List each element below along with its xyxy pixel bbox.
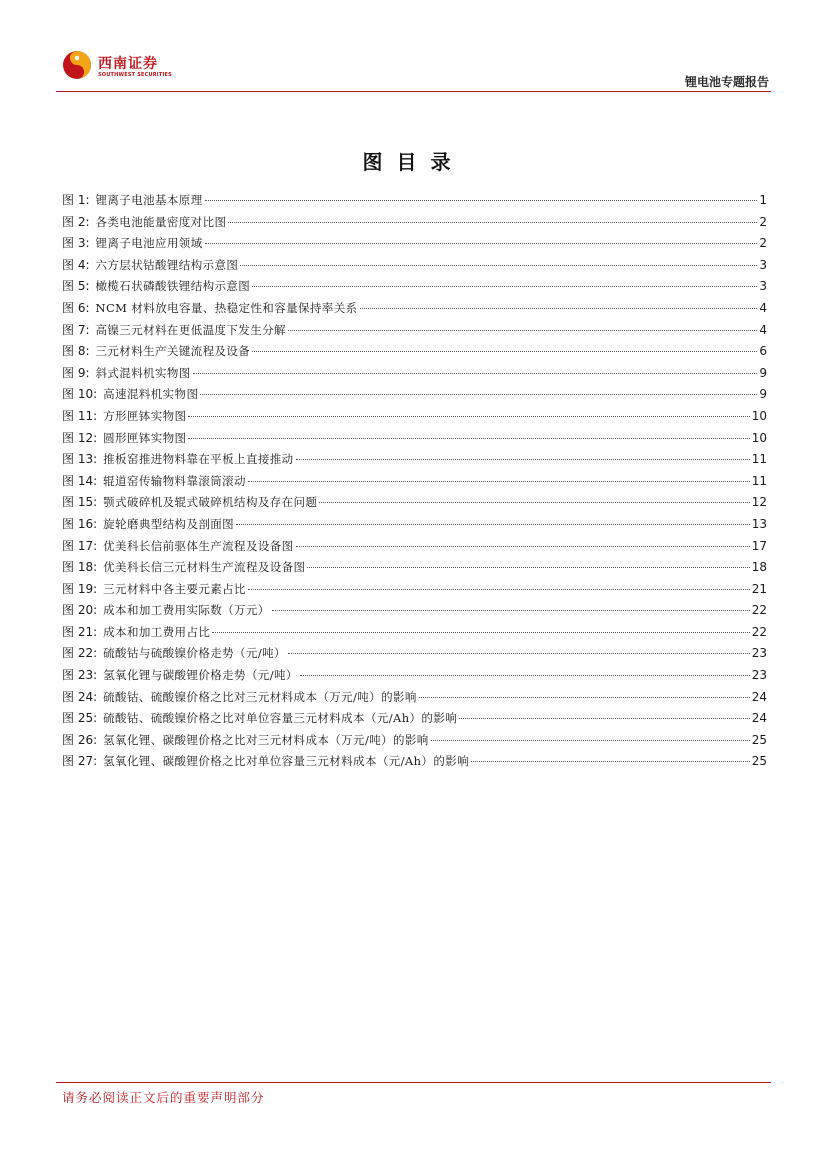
toc-entry[interactable] (62, 213, 767, 235)
toc-entry-label: 图 13: (62, 452, 98, 467)
toc-entry-page: 1 (759, 193, 767, 207)
toc-entry[interactable] (62, 666, 767, 688)
toc-dot-leader (459, 718, 750, 719)
toc-entry-label: 图 20: (62, 603, 98, 618)
toc-entry-title: 氢氧化锂、碳酸锂价格之比对单位容量三元材料成本（元/Ah）的影响 (103, 754, 470, 769)
toc-entry[interactable] (62, 644, 767, 666)
toc-entry-page: 9 (759, 387, 767, 402)
toc-entry-title: 硫酸钴、硫酸镍价格之比对单位容量三元材料成本（元/Ah）的影响 (103, 711, 458, 726)
toc-entry-title: 各类电池能量密度对比图 (95, 214, 227, 229)
toc-dot-leader (319, 502, 749, 503)
toc-dot-leader (296, 459, 750, 460)
footer-divider (56, 1082, 771, 1083)
toc-entry[interactable] (62, 537, 767, 559)
toc-entry[interactable] (62, 688, 767, 710)
toc-entry-page: 23 (751, 668, 767, 683)
toc-entry-label: 图 11: (62, 408, 98, 423)
toc-entry-page: 13 (751, 516, 767, 531)
toc-entry-title: 高镍三元材料在更低温度下发生分解 (95, 322, 286, 337)
toc-entry-label: 图 24: (62, 689, 98, 704)
toc-dot-leader (360, 308, 758, 309)
toc-entry[interactable] (62, 385, 767, 407)
toc-entry-label: 图 12: (62, 430, 98, 445)
toc-dot-leader (240, 265, 757, 266)
toc-entry-title: 硫酸钴与硫酸镍价格走势（元/吨） (103, 646, 286, 661)
toc-entry[interactable] (62, 731, 767, 753)
toc-dot-leader (419, 697, 750, 698)
toc-entry[interactable] (62, 580, 767, 602)
toc-entry[interactable] (62, 472, 767, 494)
toc-entry-title: 旋轮磨典型结构及剖面图 (103, 516, 235, 531)
toc-dot-leader (248, 481, 750, 482)
toc-dot-leader (288, 653, 750, 654)
toc-entry-page: 25 (751, 754, 767, 769)
toc-entry-label: 图 8: (62, 344, 90, 359)
toc-entry-page: 3 (759, 257, 767, 272)
toc-entry-label: 图 1: (62, 193, 90, 207)
toc-entry-page: 10 (751, 408, 767, 423)
toc-dot-leader (193, 373, 758, 374)
toc-entry-page: 22 (751, 603, 767, 618)
toc-dot-leader (212, 632, 749, 633)
toc-entry-title: 高速混料机实物图 (103, 387, 199, 402)
toc-entry-label: 图 26: (62, 732, 98, 747)
toc-entry-label: 图 27: (62, 754, 98, 769)
toc-entry[interactable] (62, 256, 767, 278)
toc-entry-title: 成本和加工费用实际数（万元） (103, 603, 270, 618)
toc-dot-leader (188, 438, 749, 439)
toc-entry-label: 图 25: (62, 711, 98, 726)
toc-entry-title: 氢氧化锂与碳酸锂价格走势（元/吨） (103, 668, 298, 683)
toc-dot-leader (252, 286, 757, 287)
page-header (0, 0, 827, 95)
toc-entry-title: 颚式破碎机及辊式破碎机结构及存在问题 (103, 495, 318, 510)
toc-dot-leader (188, 416, 749, 417)
toc-dot-leader (471, 761, 750, 762)
toc-entry-title: NCM 材料放电容量、热稳定性和容量保持率关系 (95, 300, 358, 315)
toc-entry[interactable] (62, 407, 767, 429)
toc-entry-title: 优美科长信三元材料生产流程及设备图 (103, 560, 306, 575)
toc-dot-leader (307, 567, 749, 568)
toc-entry[interactable] (62, 450, 767, 472)
toc-entry-label: 图 18: (62, 560, 98, 575)
toc-dot-leader (200, 394, 757, 395)
toc-entry-label: 图 2: (62, 214, 90, 229)
toc-entry-page: 11 (751, 452, 767, 467)
toc-entry-page: 9 (759, 365, 767, 380)
toc-entry[interactable] (62, 493, 767, 515)
toc-entry-page: 2 (759, 214, 767, 229)
toc-entry-label: 图 5: (62, 279, 90, 294)
toc-entry-title: 方形匣钵实物图 (103, 408, 187, 423)
toc-entry-page: 18 (751, 560, 767, 575)
toc-entry-label: 图 23: (62, 668, 98, 683)
toc-dot-leader (228, 222, 757, 223)
toc-entry-page: 6 (759, 344, 767, 359)
toc-dot-leader (205, 243, 758, 244)
toc-entry[interactable] (62, 429, 767, 451)
toc-entry-title: 圆形匣钵实物图 (103, 430, 187, 445)
toc-entry-title: 辊道窑传输物料靠滚筒滚动 (103, 473, 246, 488)
toc-entry[interactable] (62, 558, 767, 580)
toc-dot-leader (296, 546, 750, 547)
toc-dot-leader (272, 610, 750, 611)
toc-entry-label: 图 9: (62, 365, 90, 380)
toc-entry-title: 斜式混料机实物图 (95, 365, 191, 380)
toc-entry-title: 橄榄石状磷酸铁锂结构示意图 (95, 279, 251, 294)
toc-entry-title: 硫酸钴、硫酸镍价格之比对三元材料成本（万元/吨）的影响 (103, 689, 417, 704)
toc-entry-label: 图 22: (62, 646, 98, 661)
toc-entry-label: 图 14: (62, 473, 98, 488)
toc-entry-label: 图 19: (62, 581, 98, 596)
toc-dot-leader (431, 740, 750, 741)
toc-entry[interactable] (62, 299, 767, 321)
toc-dot-leader (248, 589, 750, 590)
toc-entry-label: 图 21: (62, 624, 98, 639)
toc-entry-label: 图 16: (62, 516, 98, 531)
brand-name-en: SOUTHWEST SECURITIES (98, 72, 172, 78)
toc-entry[interactable] (62, 752, 767, 774)
toc-entry-label: 图 15: (62, 495, 98, 510)
southwest-securities-logo-icon (62, 50, 92, 80)
toc-entry-page: 25 (751, 732, 767, 747)
toc-entry-title: 优美科长信前驱体生产流程及设备图 (103, 538, 294, 553)
toc-entry-label: 图 17: (62, 538, 98, 553)
toc-entry[interactable] (62, 623, 767, 645)
toc-entry[interactable] (62, 342, 767, 364)
toc-entry-label: 图 6: (62, 300, 90, 315)
report-type-label: 锂电池专题报告 (684, 75, 769, 89)
toc-entry-page: 22 (751, 624, 767, 639)
toc-entry-title: 成本和加工费用占比 (103, 624, 211, 639)
toc-entry[interactable] (62, 321, 767, 343)
toc-entry-page: 24 (751, 689, 767, 704)
toc-entry-page: 3 (759, 279, 767, 294)
toc-entry-page: 12 (751, 495, 767, 510)
toc-entry[interactable] (62, 277, 767, 299)
disclaimer-note: 请务必阅读正文后的重要声明部分 (62, 1090, 265, 1105)
toc-entry-title: 三元材料中各主要元素占比 (103, 581, 246, 596)
toc-entry[interactable] (62, 364, 767, 386)
toc-entry[interactable] (62, 601, 767, 623)
toc-entry-page: 10 (751, 430, 767, 445)
toc-dot-leader (300, 675, 750, 676)
toc-entry-label: 图 4: (62, 257, 90, 272)
toc-entry-page: 17 (751, 538, 767, 553)
toc-entry[interactable] (62, 515, 767, 537)
toc-dot-leader (205, 200, 758, 201)
toc-entry-page: 11 (751, 473, 767, 488)
toc-entry-title: 推板窑推进物料靠在平板上直接推动 (103, 452, 294, 467)
toc-dot-leader (252, 351, 757, 352)
toc-entry[interactable] (62, 234, 767, 256)
toc-entry-page: 2 (759, 236, 767, 251)
toc-entry-title: 三元材料生产关键流程及设备 (95, 344, 251, 359)
toc-entry-label: 图 3: (62, 236, 90, 251)
toc-entry-page: 21 (751, 581, 767, 596)
page-title: 图目录 (362, 150, 465, 174)
toc-entry-page: 24 (751, 711, 767, 726)
toc-entry-title: 锂离子电池应用领域 (95, 236, 203, 251)
toc-entry-label: 图 10: (62, 387, 98, 402)
brand-name-cn: 西南证券 (98, 56, 158, 72)
toc-entry-title: 锂离子电池基本原理 (95, 193, 203, 207)
toc-entry[interactable] (62, 191, 767, 213)
toc-dot-leader (236, 524, 750, 525)
toc-entry-page: 4 (759, 300, 767, 315)
toc-entry-label: 图 7: (62, 322, 90, 337)
toc-entry-page: 23 (751, 646, 767, 661)
toc-entry-title: 氢氧化锂、碳酸锂价格之比对三元材料成本（万元/吨）的影响 (103, 732, 429, 747)
toc-entry-title: 六方层状钴酸锂结构示意图 (95, 257, 239, 272)
header-divider (56, 91, 771, 92)
toc-dot-leader (288, 330, 757, 331)
toc-entry-page: 4 (759, 322, 767, 337)
figure-table-of-contents (62, 191, 767, 774)
toc-entry[interactable] (62, 709, 767, 731)
